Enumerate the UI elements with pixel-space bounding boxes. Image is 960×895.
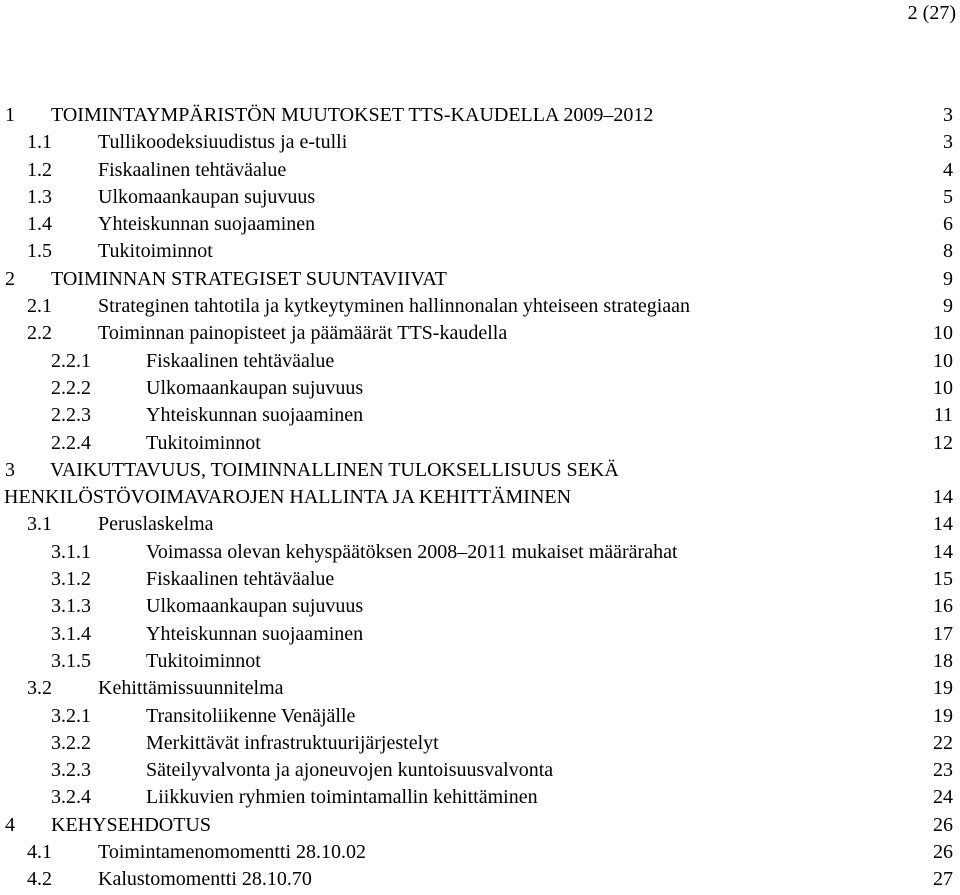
toc-entry-page: 10 bbox=[933, 322, 953, 345]
toc-entry-title: Tukitoiminnot bbox=[98, 240, 213, 263]
toc-entry[interactable] bbox=[0, 484, 960, 511]
toc-entry-title: Merkittävät infrastruktuurijärjestelyt bbox=[146, 731, 439, 754]
toc-entry[interactable] bbox=[0, 648, 960, 675]
toc-entry[interactable] bbox=[0, 211, 960, 238]
toc-entry-number: 4.2 bbox=[27, 868, 52, 891]
toc-entry-title: Voimassa olevan kehyspäätöksen 2008–2011 mukaiset määrärahat bbox=[146, 540, 678, 563]
toc-entry-page: 19 bbox=[933, 677, 953, 700]
toc-entry-title: Yhteiskunnan suojaaminen bbox=[98, 213, 316, 236]
toc-entry-title: Fiskaalinen tehtäväalue bbox=[146, 349, 335, 372]
toc-entry-page: 19 bbox=[933, 704, 953, 727]
toc-entry-title: Strateginen tahtotila ja kytkeytyminen hallinnonalan yhteiseen strategiaan bbox=[98, 295, 691, 318]
toc-entry[interactable] bbox=[0, 593, 960, 620]
toc-entry-title: Tukitoiminnot bbox=[146, 431, 261, 454]
toc-entry-number: 3.1.2 bbox=[51, 568, 91, 591]
toc-entry[interactable] bbox=[0, 784, 960, 811]
toc-entry-number: 3.2.1 bbox=[51, 704, 91, 727]
toc-entry-page: 10 bbox=[933, 349, 953, 372]
toc-entry[interactable] bbox=[0, 348, 960, 375]
toc-entry-number: 1.5 bbox=[27, 240, 52, 263]
toc-entry-number: 3.1 bbox=[27, 513, 52, 536]
toc-entry-number: 2.2.1 bbox=[51, 349, 91, 372]
table-of-contents bbox=[0, 102, 960, 894]
toc-entry-title: Ulkomaankaupan sujuvuus bbox=[146, 595, 364, 618]
toc-entry-number: 2.2.2 bbox=[51, 376, 91, 399]
toc-entry[interactable] bbox=[0, 157, 960, 184]
toc-entry-title: TOIMINTAYMPÄRISTÖN MUUTOKSET TTS-KAUDELLA 2009–2012 bbox=[51, 104, 654, 126]
toc-entry-number: 3.1.1 bbox=[51, 540, 91, 563]
toc-entry[interactable] bbox=[0, 757, 960, 784]
toc-entry[interactable] bbox=[0, 266, 960, 293]
toc-entry-number: 1.2 bbox=[27, 158, 52, 181]
page-number: 2 (27) bbox=[907, 2, 956, 24]
toc-entry-number: 3.1.5 bbox=[51, 649, 91, 672]
toc-entry[interactable] bbox=[0, 402, 960, 429]
toc-entry[interactable] bbox=[0, 539, 960, 566]
toc-entry[interactable] bbox=[0, 621, 960, 648]
toc-entry-page: 16 bbox=[933, 595, 953, 618]
toc-entry-page: 15 bbox=[933, 568, 953, 591]
toc-entry-title: Yhteiskunnan suojaaminen bbox=[146, 404, 364, 427]
toc-entry-title: Säteilyvalvonta ja ajoneuvojen kuntoisuusvalvonta bbox=[146, 759, 554, 782]
toc-entry-page: 11 bbox=[933, 404, 953, 427]
toc-entry-title: Toiminnan painopisteet ja päämäärät TTS-kaudella bbox=[98, 322, 508, 345]
toc-entry-page: 22 bbox=[933, 731, 953, 754]
toc-entry-number: 1.3 bbox=[27, 185, 52, 208]
toc-entry-title: Peruslaskelma bbox=[98, 513, 214, 536]
toc-entry[interactable] bbox=[0, 320, 960, 347]
toc-entry-number: 2.1 bbox=[27, 295, 52, 318]
toc-entry-page: 14 bbox=[933, 540, 953, 563]
toc-entry-number: 3 bbox=[5, 458, 15, 481]
toc-entry-number: 2.2.4 bbox=[51, 431, 91, 454]
toc-entry-title: Kehittämissuunnitelma bbox=[98, 677, 284, 700]
toc-entry-page: 9 bbox=[943, 295, 953, 318]
toc-entry-page: 23 bbox=[933, 759, 953, 782]
toc-entry-title: Fiskaalinen tehtäväalue bbox=[146, 568, 335, 591]
toc-entry-number: 2 bbox=[5, 267, 15, 290]
toc-entry-title: Transitoliikenne Venäjälle bbox=[146, 704, 356, 727]
toc-entry[interactable] bbox=[0, 129, 960, 156]
toc-entry[interactable] bbox=[0, 839, 960, 866]
toc-entry-title: Yhteiskunnan suojaaminen bbox=[146, 622, 364, 645]
toc-entry-number: 1.1 bbox=[27, 131, 52, 154]
toc-entry-number: 2.2.3 bbox=[51, 404, 91, 427]
toc-entry-number: 4.1 bbox=[27, 841, 52, 864]
toc-entry-title: Liikkuvien ryhmien toimintamallin kehittäminen bbox=[146, 786, 538, 809]
toc-entry-number: 3.2.2 bbox=[51, 731, 91, 754]
toc-entry-page: 26 bbox=[933, 841, 953, 864]
toc-entry[interactable] bbox=[0, 675, 960, 702]
toc-entry-number: 3.1.3 bbox=[51, 595, 91, 618]
toc-entry-title: KEHYSEHDOTUS bbox=[51, 813, 211, 836]
toc-entry-title: Ulkomaankaupan sujuvuus bbox=[98, 185, 316, 208]
toc-entry-number: 1 bbox=[5, 104, 15, 126]
toc-entry-title: Fiskaalinen tehtäväalue bbox=[98, 158, 287, 181]
toc-entry-title: VAIKUTTAVUUS, TOIMINNALLINEN TULOKSELLISUUS SEKÄ bbox=[50, 458, 619, 481]
toc-entry[interactable] bbox=[0, 730, 960, 757]
toc-entry[interactable] bbox=[0, 457, 960, 484]
toc-entry-title: Tullikoodeksiuudistus ja e-tulli bbox=[98, 131, 348, 154]
toc-entry-number: 4 bbox=[5, 813, 15, 836]
toc-entry[interactable] bbox=[0, 238, 960, 265]
toc-entry[interactable] bbox=[0, 566, 960, 593]
toc-entry-page: 18 bbox=[933, 649, 953, 672]
toc-entry-page: 9 bbox=[943, 267, 953, 290]
toc-entry[interactable] bbox=[0, 430, 960, 457]
toc-entry[interactable] bbox=[0, 866, 960, 893]
toc-entry-page: 4 bbox=[943, 158, 953, 181]
toc-entry-title: Kalustomomentti 28.10.70 bbox=[98, 868, 312, 891]
toc-entry[interactable] bbox=[0, 812, 960, 839]
toc-entry-page: 12 bbox=[933, 431, 953, 454]
toc-entry-number: 3.2.3 bbox=[51, 759, 91, 782]
toc-entry-number: 3.1.4 bbox=[51, 622, 91, 645]
toc-entry-page: 26 bbox=[933, 813, 953, 836]
toc-entry-page: 27 bbox=[933, 868, 953, 891]
toc-entry-title: Tukitoiminnot bbox=[146, 649, 261, 672]
toc-entry-number: 3.2.4 bbox=[51, 786, 91, 809]
toc-entry-page: 3 bbox=[943, 131, 953, 154]
toc-entry-page: 24 bbox=[933, 786, 953, 809]
toc-entry-page: 10 bbox=[933, 376, 953, 399]
toc-entry-page: 6 bbox=[943, 213, 953, 236]
toc-entry-page: 14 bbox=[933, 513, 953, 536]
toc-entry[interactable] bbox=[0, 184, 960, 211]
toc-entry-title: Ulkomaankaupan sujuvuus bbox=[146, 376, 364, 399]
toc-entry[interactable] bbox=[0, 293, 960, 320]
toc-entry-page: 14 bbox=[933, 486, 953, 509]
toc-entry-page: 5 bbox=[943, 185, 953, 208]
toc-entry[interactable] bbox=[0, 703, 960, 730]
toc-entry-number: 1.4 bbox=[27, 213, 52, 236]
toc-entry[interactable] bbox=[0, 375, 960, 402]
toc-entry-title: TOIMINNAN STRATEGISET SUUNTAVIIVAT bbox=[51, 267, 447, 290]
toc-entry-page: 8 bbox=[943, 240, 953, 263]
toc-entry-number: 2.2 bbox=[27, 322, 52, 345]
toc-entry-page: 17 bbox=[933, 622, 953, 645]
toc-entry-title: Toimintamenomomentti 28.10.02 bbox=[98, 841, 367, 864]
toc-entry-number: 3.2 bbox=[27, 677, 52, 700]
toc-entry[interactable] bbox=[0, 511, 960, 538]
toc-entry-title: HENKILÖSTÖVOIMAVAROJEN HALLINTA JA KEHITTÄMINEN bbox=[4, 486, 572, 509]
toc-entry-page: 3 bbox=[943, 104, 953, 126]
toc-entry[interactable] bbox=[0, 102, 960, 129]
